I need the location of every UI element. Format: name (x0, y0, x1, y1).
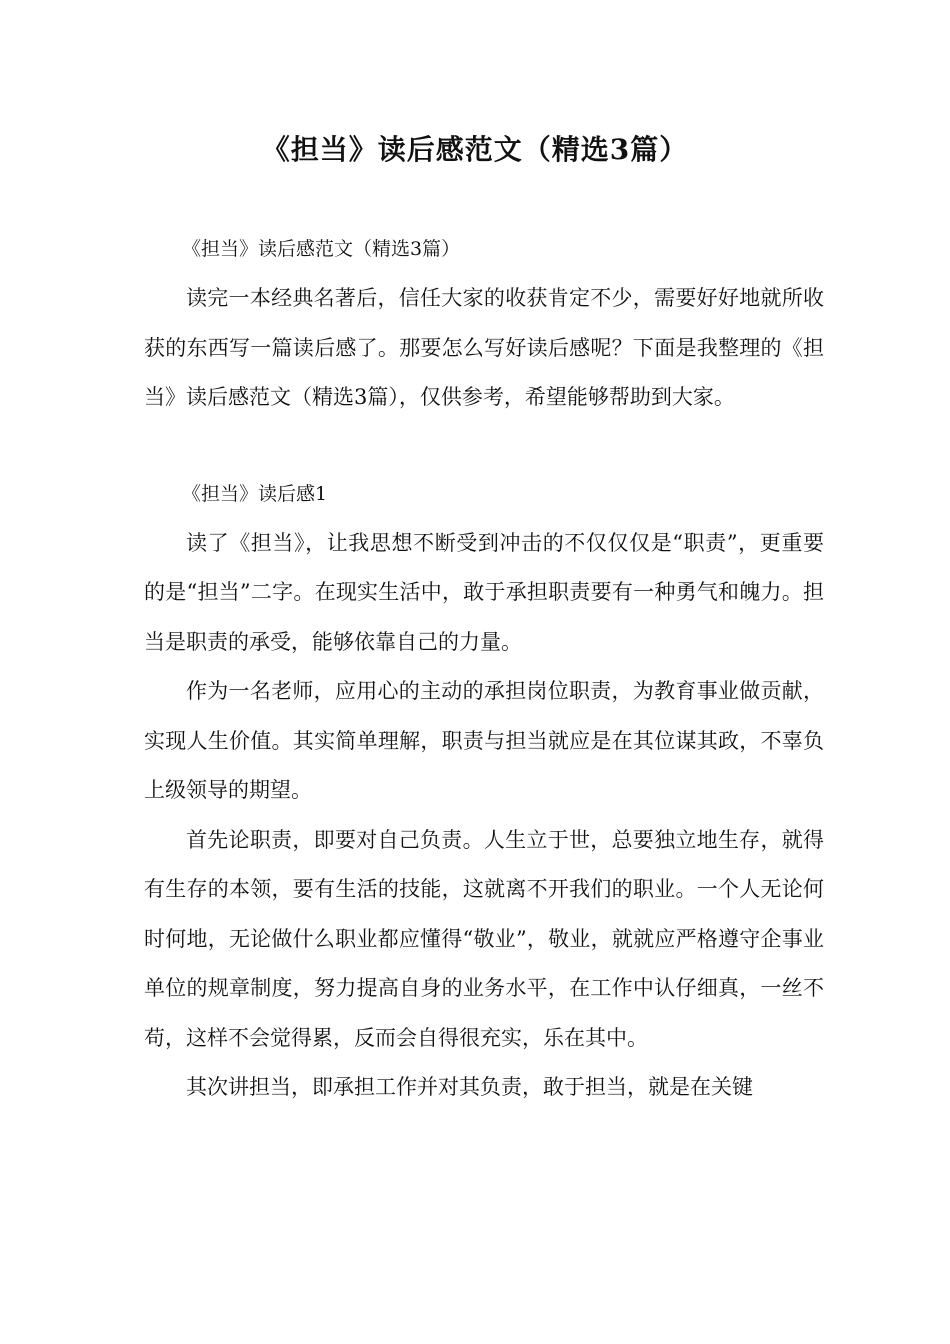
body-paragraph: 作为一名老师，应用心的主动的承担岗位职责，为教育事业做贡献，实现人生价值。其实简单理解，职责与担当就应是在其位谋其政，不辜负上级领导的期望。 (144, 679, 824, 802)
body-paragraph: 首先论职责，即要对自己负责。人生立于世，总要独立地生存，就得有生存的本领，要有生活的技能，这就离不开我们的职业。一个人无论何时何地，无论做什么职业都应懂得“敬业”，敬业，就就应严格遵守企事业单位的规章制度，努力提高自身的业务水平，在工作中认仔细真，一丝不苟，这样不会觉得累，反而会自得很充实，乐在其中。 (144, 827, 824, 1050)
section-spacer (144, 423, 824, 475)
document-body (144, 230, 824, 1113)
document-subtitle: 《担当》读后感范文（精选3篇） (182, 238, 461, 260)
body-paragraph: 其次讲担当，即承担工作并对其负责，敢于担当，就是在关键 (186, 1075, 753, 1099)
body-paragraph: 读了《担当》，让我思想不断受到冲击的不仅仅仅是“职责”，更重要的是“担当”二字。在现实生活中，敢于承担职责要有一种勇气和魄力。担当是职责的承受，能够依靠自己的力量。 (144, 530, 824, 654)
section-heading: 《担当》读后感1 (182, 482, 328, 505)
document-title: 《担当》读后感范文（精选3篇） (261, 133, 689, 166)
intro-paragraph: 读完一本经典名著后，信任大家的收获肯定不少，需要好好地就所收获的东西写一篇读后感了。那要怎么写好读后感呢？下面是我整理的《担当》读后感范文（精选3篇），仅供参考，希望能够帮助到大家。 (144, 286, 824, 409)
